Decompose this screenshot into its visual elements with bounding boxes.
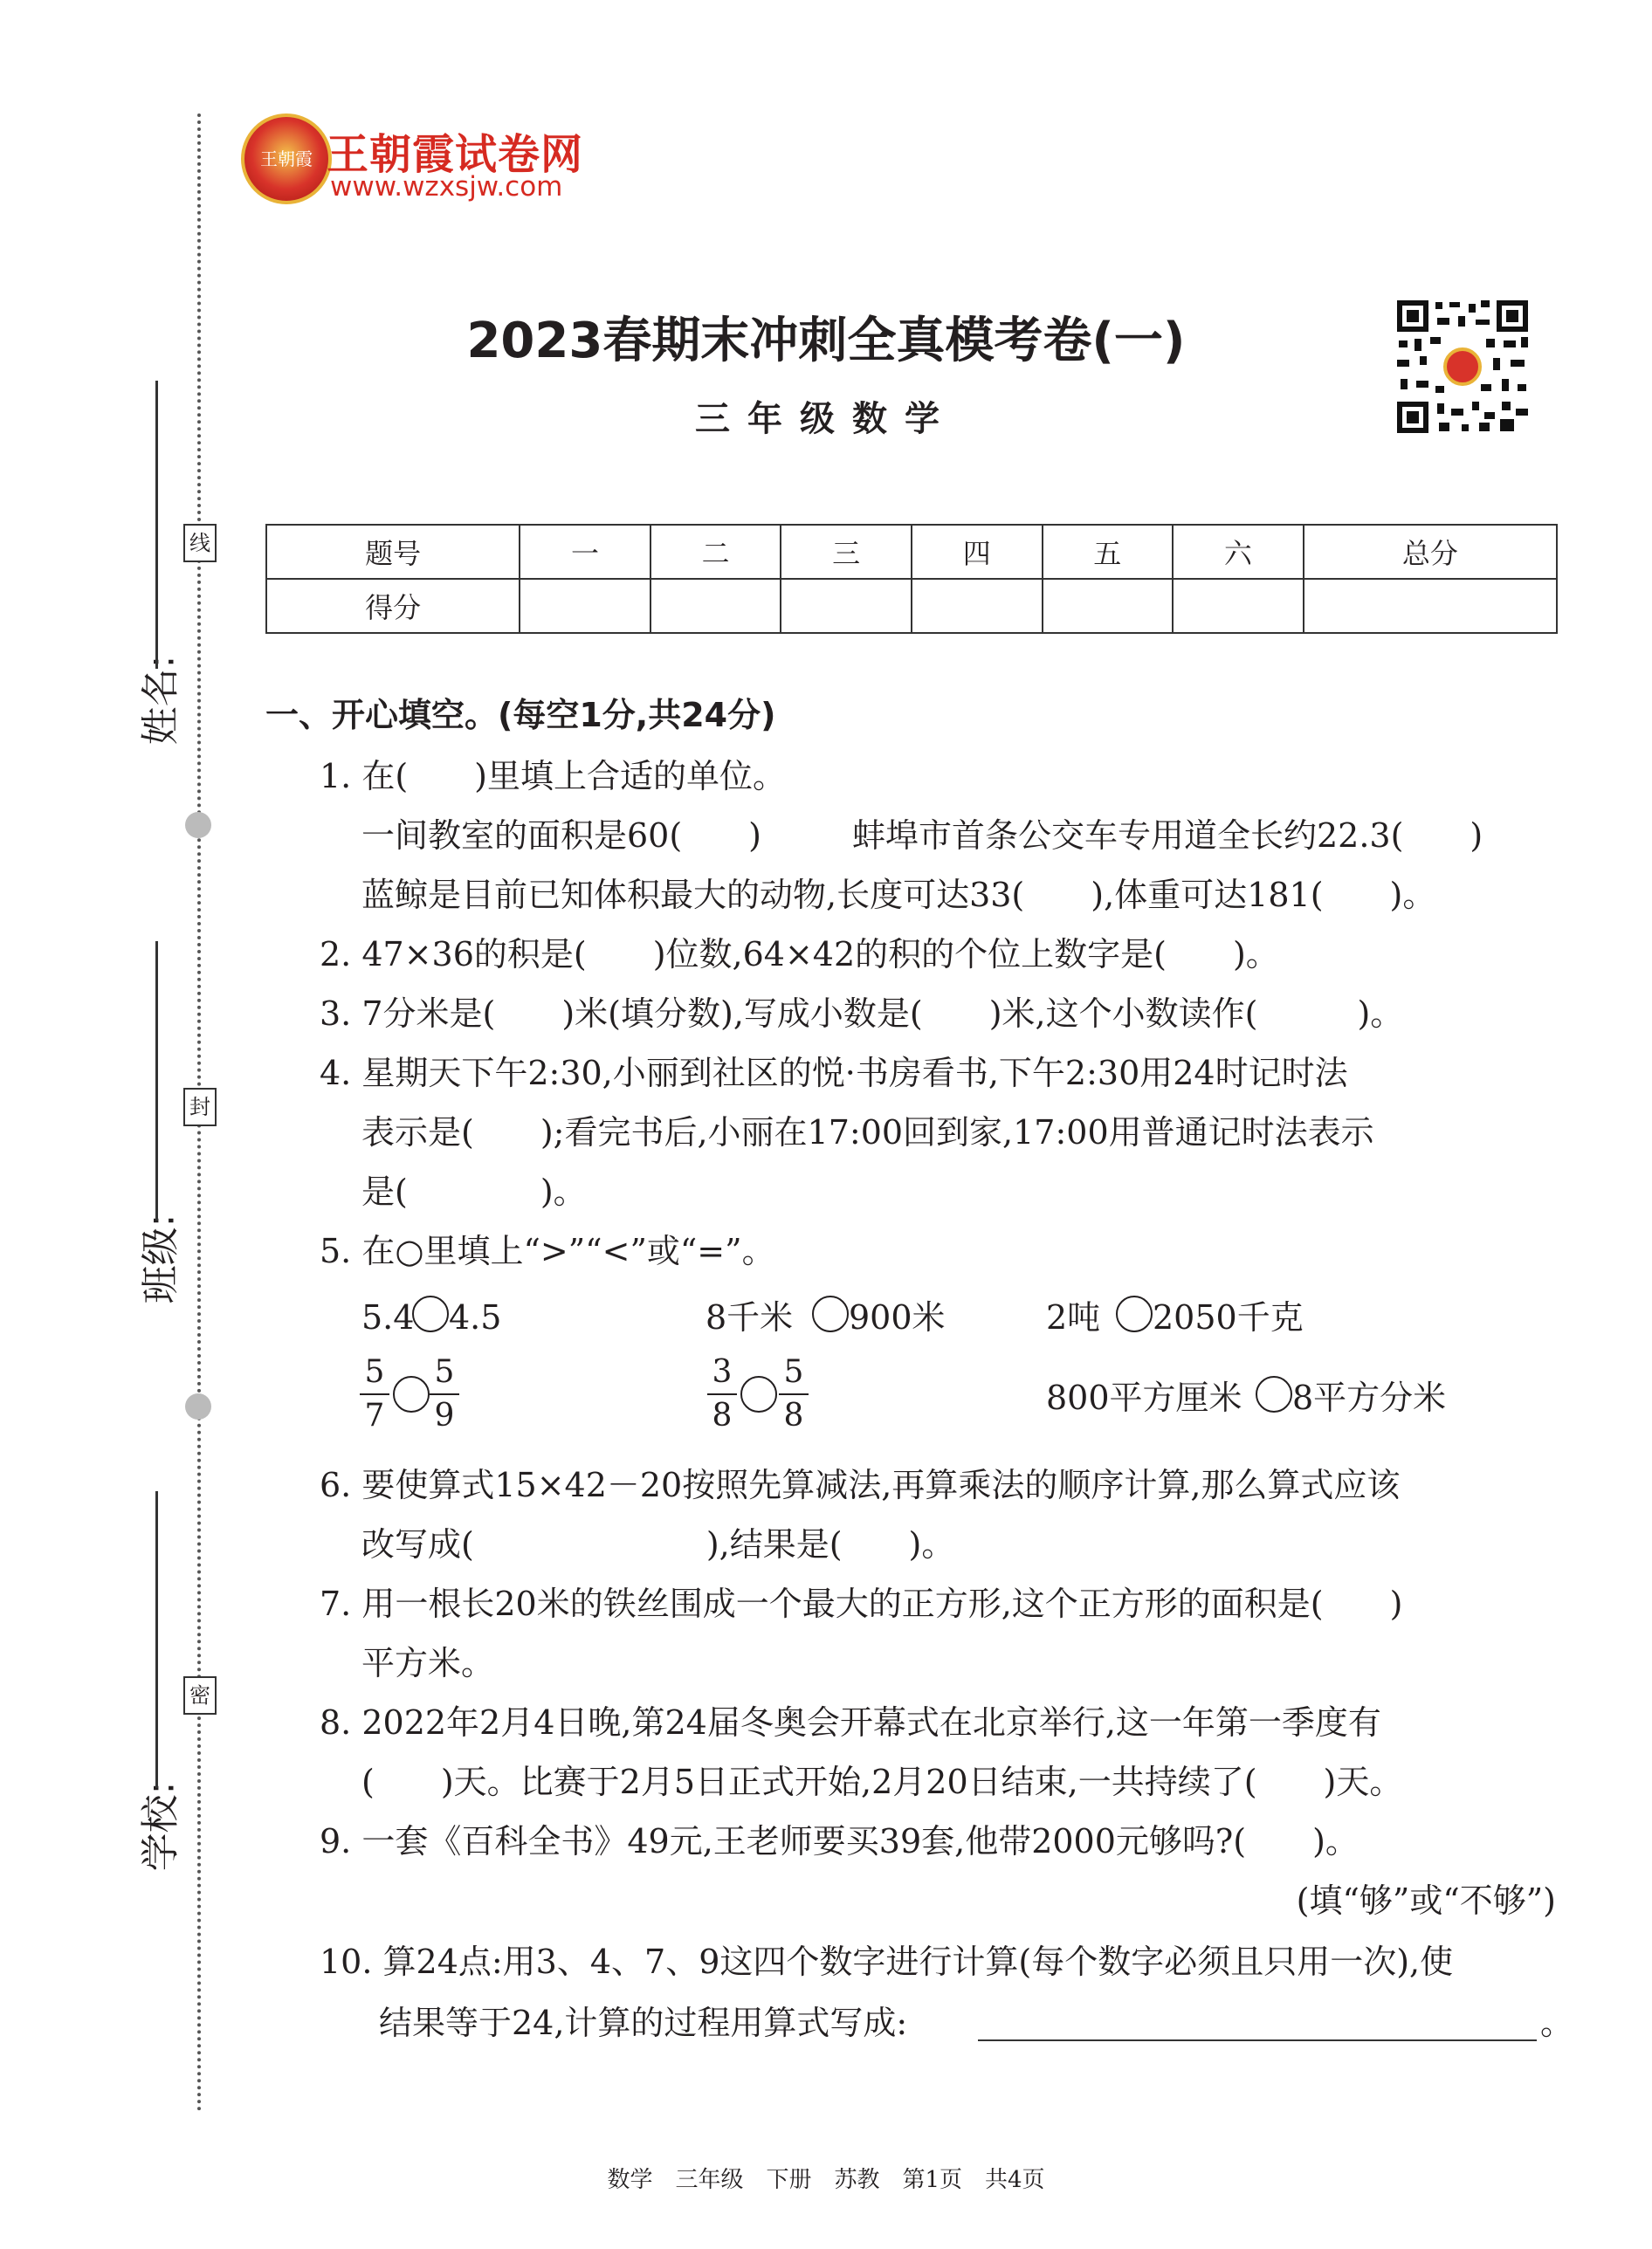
compare-circle[interactable] (812, 1296, 849, 1332)
fraction-numerator: 5 (783, 1354, 804, 1390)
seal-word-secret: 密 (183, 1676, 217, 1715)
compare-c-right: 2050千克 (1153, 1298, 1304, 1337)
fraction-d-right (430, 1354, 459, 1434)
fraction-numerator: 5 (434, 1354, 455, 1390)
question-1-c: 蓝鲸是目前已知体积最大的动物,长度可达33( ),体重可达181( )。 (361, 876, 1436, 914)
logo-title: 王朝霞试卷网 (327, 130, 584, 179)
class-label: 班级: (138, 1214, 183, 1304)
compare-c-left: 2吨 (1046, 1298, 1101, 1337)
question-1-b: 蚌埠市首条公交车专用道全长约22.3( ) (852, 816, 1483, 855)
question-7-line2: 平方米。 (361, 1644, 495, 1682)
question-10-end: 。 (1540, 2004, 1574, 2042)
score-header-cell: 题号 (266, 525, 520, 579)
question-1-stem: 1. 在( )里填上合适的单位。 (320, 757, 786, 795)
question-9-hint: (填“够”或“不够”) (1296, 1881, 1556, 1920)
page-title: 2023春期末冲刺全真模考卷(一) (466, 313, 1186, 369)
compare-b-left: 8千米 (706, 1298, 794, 1337)
seal-word-seal: 封 (183, 1088, 217, 1126)
score-cell[interactable] (1304, 579, 1557, 633)
question-1-a: 一间教室的面积是60( ) (361, 816, 762, 855)
score-header-cell: 四 (912, 525, 1043, 579)
compare-circle[interactable] (412, 1296, 449, 1332)
question-2: 2. 47×36的积是( )位数,64×42的积的个位上数字是( )。 (320, 935, 1279, 973)
score-header-cell: 六 (1173, 525, 1304, 579)
question-3: 3. 7分米是( )米(填分数),写成小数是( )米,这个小数读作( )。 (320, 994, 1404, 1033)
fraction-d-left (360, 1354, 389, 1434)
score-cell[interactable] (650, 579, 781, 633)
fraction-e-right (779, 1354, 809, 1434)
fraction-denominator: 8 (783, 1398, 804, 1434)
score-cell[interactable] (520, 579, 650, 633)
score-cell[interactable] (1043, 579, 1174, 633)
question-8-line2: ( )天。比赛于2月5日正式开始,2月20日结束,一共持续了( )天。 (361, 1763, 1403, 1801)
score-header-cell: 三 (781, 525, 912, 579)
score-header-cell: 总分 (1304, 525, 1557, 579)
question-6-line2: 改写成( ),结果是( )。 (361, 1525, 955, 1564)
seal-mark-icon (185, 1393, 211, 1420)
class-field[interactable] (155, 941, 158, 1221)
seal-mark-icon (185, 812, 211, 838)
score-table-score-row (266, 579, 1557, 633)
question-4-line1: 4. 星期天下午2:30,小丽到社区的悦·书房看书,下午2:30用24时记时法 (320, 1054, 1348, 1092)
fraction-denominator: 8 (712, 1398, 733, 1434)
score-header-cell: 二 (650, 525, 781, 579)
question-10-line2: 结果等于24,计算的过程用算式写成: (379, 2004, 908, 2042)
page-footer: 数学 三年级 下册 苏教 第1页 共4页 (607, 2167, 1045, 2193)
compare-f-right: 8平方分米 (1292, 1379, 1447, 1417)
score-header-cell: 一 (520, 525, 650, 579)
compare-circle[interactable] (740, 1376, 777, 1413)
fraction-numerator: 5 (364, 1354, 385, 1390)
score-cell[interactable] (1173, 579, 1304, 633)
score-table-header-row (266, 525, 1557, 579)
fraction-e-left (707, 1354, 737, 1434)
seal-word-line: 线 (183, 524, 217, 562)
fraction-numerator: 3 (712, 1354, 733, 1390)
compare-circle[interactable] (393, 1376, 430, 1413)
score-cell[interactable] (912, 579, 1043, 633)
answer-blank-line[interactable] (978, 2039, 1537, 2041)
compare-circle[interactable] (1116, 1296, 1153, 1332)
section-1-title: 一、开心填空。(每空1分,共24分) (265, 696, 776, 734)
page-subtitle: 三年级数学 (695, 399, 957, 439)
question-6-line1: 6. 要使算式15×42－20按照先算减法,再算乘法的顺序计算,那么算式应该 (320, 1466, 1401, 1504)
logo-url[interactable]: www.wzxsjw.com (330, 171, 563, 203)
question-4-line3: 是( )。 (361, 1173, 587, 1211)
name-label: 姓名: (138, 655, 183, 746)
question-4-line2: 表示是( );看完书后,小丽在17:00回到家,17:00用普通记时法表示 (361, 1113, 1374, 1152)
question-5-stem: 5. 在○里填上“>”“<”或“=”。 (320, 1232, 775, 1270)
fraction-denominator: 9 (434, 1398, 455, 1434)
score-cell[interactable] (781, 579, 912, 633)
score-header-cell: 五 (1043, 525, 1174, 579)
question-7-line1: 7. 用一根长20米的铁丝围成一个最大的正方形,这个正方形的面积是( ) (320, 1585, 1403, 1623)
compare-b-right: 900米 (849, 1298, 946, 1337)
qr-code-icon[interactable] (1395, 299, 1530, 435)
score-table (265, 524, 1558, 634)
compare-a-left: 5.4 (361, 1298, 415, 1337)
compare-circle[interactable] (1256, 1376, 1292, 1413)
compare-a-right: 4.5 (449, 1298, 502, 1337)
logo-emblem: 王朝霞 (241, 113, 332, 204)
school-field[interactable] (155, 1491, 158, 1788)
compare-f-left: 800平方厘米 (1046, 1379, 1242, 1417)
question-8-line1: 8. 2022年2月4日晚,第24届冬奥会开幕式在北京举行,这一年第一季度有 (320, 1703, 1381, 1742)
school-label: 学校: (138, 1781, 183, 1872)
question-9-line1: 9. 一套《百科全书》49元,王老师要买39套,他带2000元够吗?( )。 (320, 1822, 1359, 1860)
fraction-denominator: 7 (364, 1398, 385, 1434)
score-row-label: 得分 (266, 579, 520, 633)
question-10-line1: 10. 算24点:用3、4、7、9这四个数字进行计算(每个数字必须且只用一次),使 (320, 1943, 1454, 1981)
